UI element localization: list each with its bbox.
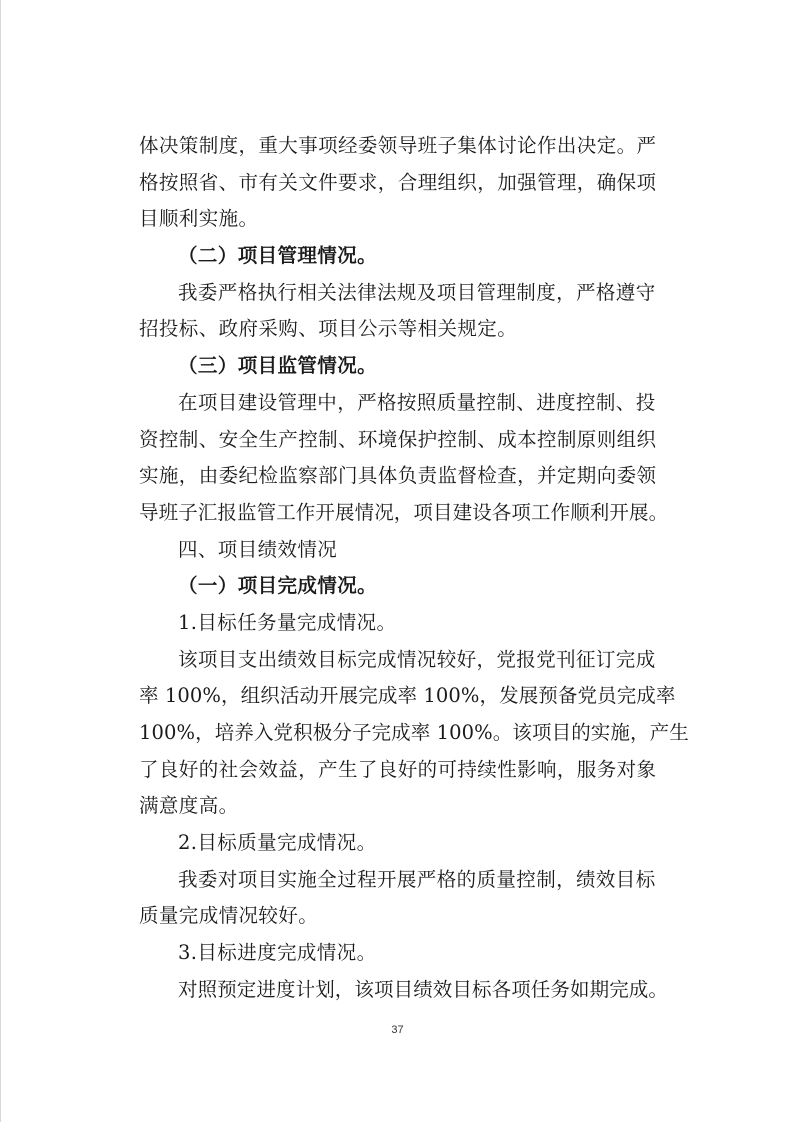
body-text-line: 我委严格执行相关法律法规及项目管理制度，严格遵守 — [178, 280, 656, 304]
item-heading-task-volume: 1.目标任务量完成情况。 — [178, 610, 397, 634]
body-text-line: 对照预定进度计划，该项目绩效目标各项任务如期完成。 — [178, 977, 669, 1001]
body-text-line: 100%，培养入党积极分子完成率 100%。该项目的实施，产生 — [139, 721, 689, 744]
body-text-line: 率 100%，组织活动开展完成率 100%，发展预备党员完成率 — [139, 684, 676, 708]
body-text-line: 体决策制度，重大事项经委领导班子集体讨论作出决定。严 — [139, 134, 657, 157]
body-text-line: 质量完成情况较好。 — [139, 904, 319, 928]
item-heading-quality: 2.目标质量完成情况。 — [178, 831, 377, 855]
subsection-heading-project-completion: （一）项目完成情况。 — [178, 574, 378, 598]
body-text-line: 该项目支出绩效目标完成情况较好，党报党刊征订完成 — [178, 647, 656, 671]
body-text-line: 格按照省、市有关文件要求，合理组织，加强管理，确保项 — [139, 170, 657, 194]
body-text-line: 我委对项目实施全过程开展严格的质量控制，绩效目标 — [178, 867, 656, 891]
body-text-line: 资控制、安全生产控制、环境保护控制、成本控制原则组织 — [139, 427, 657, 451]
body-text-line: 导班子汇报监管工作开展情况，项目建设各项工作顺利开展。 — [139, 500, 669, 524]
subsection-heading-project-management: （二）项目管理情况。 — [178, 244, 378, 268]
section-heading-performance: 四、项目绩效情况 — [178, 537, 338, 561]
body-text-line: 了良好的社会效益，产生了良好的可持续性影响，服务对象 — [139, 757, 657, 781]
body-text-line: 满意度高。 — [139, 794, 239, 818]
body-text-line: 实施，由委纪检监察部门具体负责监督检查，并定期向委领 — [139, 464, 657, 488]
body-text-line: 在项目建设管理中，严格按照质量控制、进度控制、投 — [178, 390, 656, 414]
subsection-heading-project-supervision: （三）项目监管情况。 — [178, 354, 378, 378]
body-text-line: 目顺利实施。 — [139, 207, 259, 231]
document-body — [139, 128, 689, 1009]
page-number: 37 — [391, 1024, 404, 1036]
item-heading-progress: 3.目标进度完成情况。 — [178, 941, 377, 965]
body-text-line: 招投标、政府采购、项目公示等相关规定。 — [139, 317, 518, 341]
